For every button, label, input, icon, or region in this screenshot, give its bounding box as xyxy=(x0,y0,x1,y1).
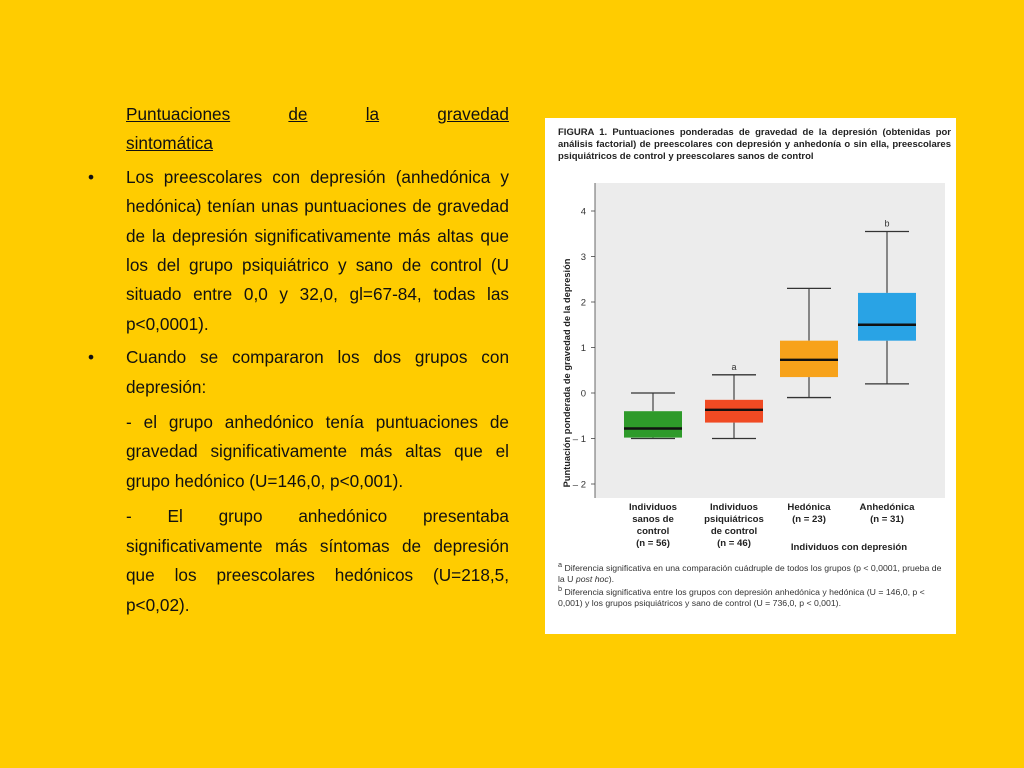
heading-line-2: sintomática xyxy=(126,133,213,154)
significance-mark: b xyxy=(884,218,890,229)
boxplot-chart xyxy=(545,118,956,634)
group-label: Individuos con depresión xyxy=(790,542,908,553)
y-tick-label: 0 xyxy=(580,388,586,400)
sub-item: - el grupo anhedónico tenía puntuaciones de gravedad significativamente más altas que el grupo hedónico (U=146,0, p<0,001). xyxy=(126,412,509,491)
heading-word: de xyxy=(288,104,308,124)
y-tick-label: – 2 xyxy=(572,479,586,491)
bullet-icon: • xyxy=(88,347,95,368)
heading-word: gravedad xyxy=(437,104,509,124)
bullet-item xyxy=(86,343,509,402)
category-label: Individuos xyxy=(710,502,758,513)
y-tick-label: 4 xyxy=(580,206,586,218)
y-tick-label: – 1 xyxy=(572,434,586,445)
category-label: control xyxy=(636,526,670,537)
heading-word: Puntuaciones xyxy=(126,104,231,124)
category-label: sanos de xyxy=(632,514,674,525)
figure-panel xyxy=(545,118,956,634)
category-label: Hedónica xyxy=(787,502,831,513)
slide-text xyxy=(86,100,509,620)
sub-item: - El grupo anhedónico presentaba significativamente más síntomas de depresión que los preescolares hedónicos (U=218,5, p<0,02). xyxy=(126,506,509,615)
category-label: (n = 46) xyxy=(717,538,751,549)
y-tick-label: 1 xyxy=(580,343,586,354)
category-label: psiquiátricos xyxy=(704,514,764,525)
box-iqr xyxy=(624,411,682,437)
bullet-text: Los preescolares con depresión (anhedónica y hedónica) tenían unas puntuaciones de gravedad de la depresión significativamente más altas que los del grupo psiquiátrico y sano de control (U situado entre 0,0 y 32,0, gl=67-84, todas las p<0,0001). xyxy=(126,166,509,334)
bullet-text: Cuando se compararon los dos grupos con depresión: xyxy=(126,347,509,397)
category-label: Anhedónica xyxy=(859,502,915,513)
footnote-b: $^b$ Diferencia significativa entre los grupos con depresión anhedónica y hedónica (U = 146,0, p < 0,001) y los grupos psiquiátricos y sano de control (U = 736,0, p < 0,001). xyxy=(558,584,925,609)
heading-word: la xyxy=(365,104,380,124)
category-label: (n = 31) xyxy=(870,514,904,525)
bullet-icon: • xyxy=(88,166,95,187)
heading-line-1 xyxy=(126,100,509,129)
box-iqr xyxy=(705,400,763,423)
section-heading xyxy=(126,100,509,159)
category-label: Individuos xyxy=(629,502,677,513)
y-tick-label: 2 xyxy=(580,297,586,309)
significance-mark: a xyxy=(731,361,737,372)
figure-footnotes xyxy=(558,560,950,609)
category-label: de control xyxy=(710,526,758,537)
footnote-a: $^a$ Diferencia significativa en una comparación cuádruple de todos los grupos (p < 0,0001, prueba de la U post hoc). xyxy=(558,560,942,584)
y-axis-label: Puntuación ponderada de gravedad de la depresión xyxy=(562,258,572,488)
y-tick-label: 3 xyxy=(580,252,586,263)
figure-caption: FIGURA 1. Puntuaciones ponderadas de gravedad de la depresión (obtenidas por análisis factorial) de preescolares con depresión y anhedonía o sin ella, preescolares psiquiátricos de control y preescolares sanos de control xyxy=(558,127,951,162)
category-label: (n = 23) xyxy=(792,514,826,525)
category-label: (n = 56) xyxy=(636,538,670,549)
bullet-item xyxy=(86,163,509,339)
box-iqr xyxy=(858,293,916,341)
